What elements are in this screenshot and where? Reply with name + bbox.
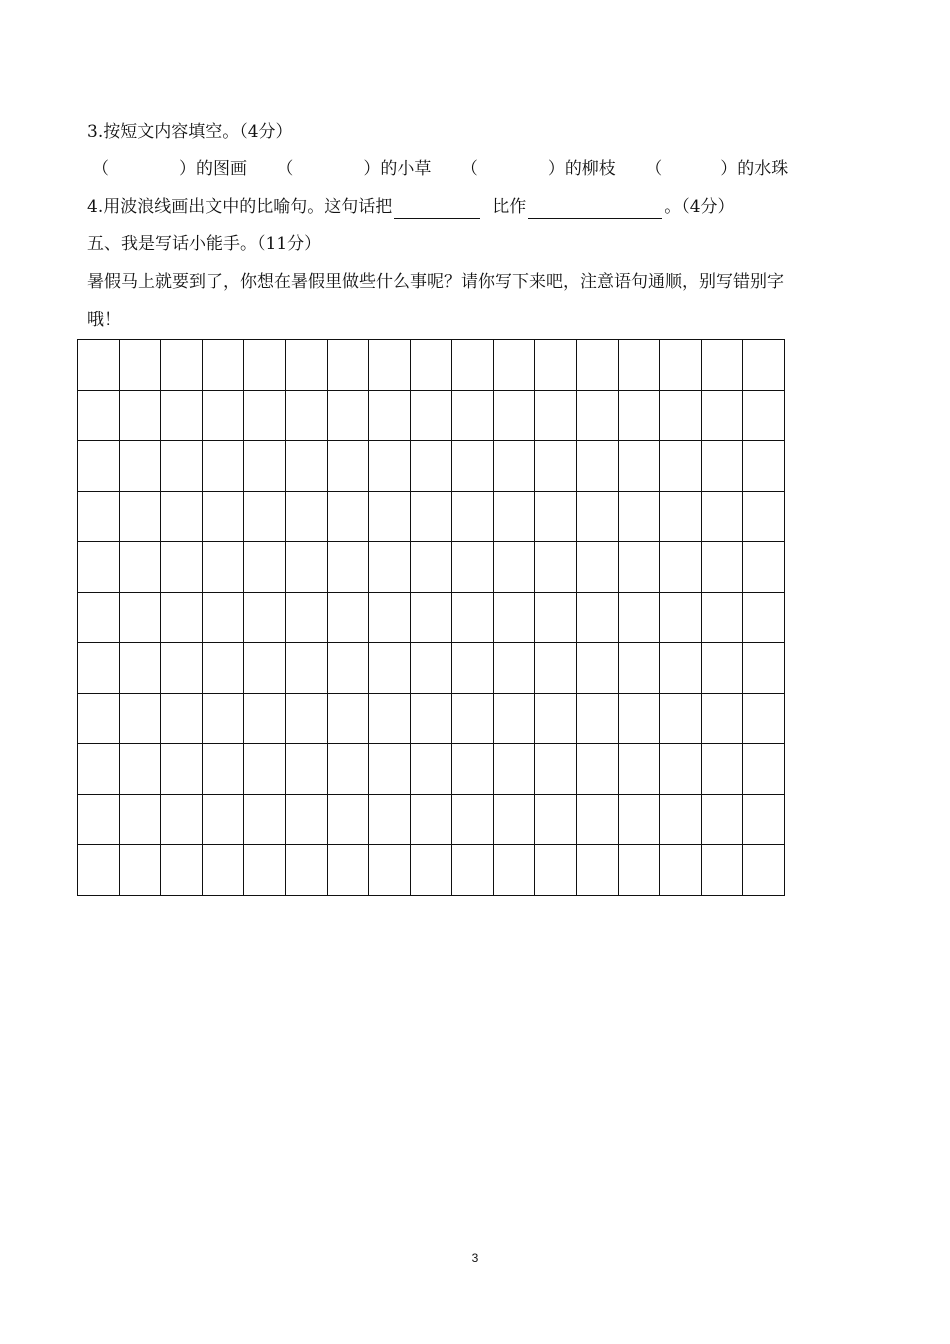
- grid-cell[interactable]: [702, 845, 744, 896]
- grid-cell[interactable]: [411, 492, 453, 543]
- grid-cell[interactable]: [203, 694, 245, 745]
- grid-cell[interactable]: [161, 542, 203, 593]
- grid-cell[interactable]: [619, 795, 661, 846]
- grid-cell[interactable]: [161, 845, 203, 896]
- grid-cell[interactable]: [203, 340, 245, 391]
- grid-cell[interactable]: [660, 795, 702, 846]
- grid-cell[interactable]: [286, 492, 328, 543]
- grid-cell[interactable]: [535, 441, 577, 492]
- grid-cell[interactable]: [743, 643, 785, 694]
- grid-cell[interactable]: [369, 744, 411, 795]
- grid-cell[interactable]: [286, 643, 328, 694]
- grid-cell[interactable]: [120, 340, 162, 391]
- grid-cell[interactable]: [494, 845, 536, 896]
- grid-cell[interactable]: [328, 795, 370, 846]
- grid-cell[interactable]: [120, 643, 162, 694]
- question-3-title: 3.按短文内容填空。（4分）: [87, 122, 293, 142]
- grid-cell[interactable]: [369, 542, 411, 593]
- open-paren: （: [92, 159, 109, 179]
- grid-cell[interactable]: [411, 744, 453, 795]
- grid-cell[interactable]: [78, 542, 120, 593]
- grid-cell[interactable]: [328, 845, 370, 896]
- grid-cell[interactable]: [78, 643, 120, 694]
- close-paren: ）: [547, 159, 565, 179]
- close-paren: ）: [363, 159, 381, 179]
- grid-cell[interactable]: [244, 391, 286, 442]
- grid-cell[interactable]: [702, 492, 744, 543]
- grid-cell[interactable]: [660, 643, 702, 694]
- grid-cell[interactable]: [494, 795, 536, 846]
- grid-cell[interactable]: [369, 391, 411, 442]
- answer-blank-2[interactable]: [528, 198, 662, 219]
- close-paren: ）: [179, 159, 196, 179]
- grid-cell[interactable]: [619, 593, 661, 644]
- grid-cell[interactable]: [660, 845, 702, 896]
- grid-cell[interactable]: [78, 795, 120, 846]
- grid-cell[interactable]: [161, 795, 203, 846]
- grid-cell[interactable]: [535, 391, 577, 442]
- grid-cell[interactable]: [702, 643, 744, 694]
- grid-cell[interactable]: [619, 845, 661, 896]
- grid-cell[interactable]: [411, 643, 453, 694]
- grid-cell[interactable]: [452, 643, 494, 694]
- grid-cell[interactable]: [244, 542, 286, 593]
- grid-cell[interactable]: [577, 492, 619, 543]
- fill-in-row: [92, 157, 812, 181]
- grid-cell[interactable]: [203, 542, 245, 593]
- grid-cell[interactable]: [494, 340, 536, 391]
- grid-cell[interactable]: [660, 542, 702, 593]
- fill-item-grass: [276, 157, 431, 181]
- grid-cell[interactable]: [328, 340, 370, 391]
- grid-cell[interactable]: [120, 492, 162, 543]
- grid-cell[interactable]: [702, 744, 744, 795]
- page-number: 3: [471, 1251, 479, 1265]
- grid-cell[interactable]: [619, 340, 661, 391]
- grid-cell[interactable]: [203, 643, 245, 694]
- grid-cell[interactable]: [702, 694, 744, 745]
- close-paren: ）: [720, 159, 738, 179]
- grid-cell[interactable]: [535, 492, 577, 543]
- grid-cell[interactable]: [161, 744, 203, 795]
- grid-cell[interactable]: [743, 744, 785, 795]
- grid-cell[interactable]: [577, 593, 619, 644]
- grid-cell[interactable]: [78, 845, 120, 896]
- grid-cell[interactable]: [660, 593, 702, 644]
- grid-cell[interactable]: [743, 845, 785, 896]
- grid-cell[interactable]: [452, 744, 494, 795]
- grid-cell[interactable]: [369, 845, 411, 896]
- open-paren: （: [460, 159, 478, 179]
- grid-cell[interactable]: [743, 441, 785, 492]
- grid-cell[interactable]: [328, 542, 370, 593]
- grid-cell[interactable]: [535, 744, 577, 795]
- grid-cell[interactable]: [328, 391, 370, 442]
- grid-cell[interactable]: [743, 542, 785, 593]
- grid-cell[interactable]: [494, 694, 536, 745]
- grid-cell[interactable]: [120, 694, 162, 745]
- grid-cell[interactable]: [743, 795, 785, 846]
- grid-cell[interactable]: [286, 593, 328, 644]
- grid-cell[interactable]: [743, 593, 785, 644]
- grid-cell[interactable]: [244, 744, 286, 795]
- grid-cell[interactable]: [411, 593, 453, 644]
- writing-grid[interactable]: [77, 339, 785, 896]
- answer-blank-1[interactable]: [394, 198, 480, 219]
- grid-cell[interactable]: [203, 744, 245, 795]
- grid-cell[interactable]: [203, 492, 245, 543]
- grid-cell[interactable]: [494, 593, 536, 644]
- question-4-compare-text: 比作: [492, 197, 527, 217]
- grid-cell[interactable]: [78, 694, 120, 745]
- grid-cell[interactable]: [452, 340, 494, 391]
- grid-cell[interactable]: [411, 795, 453, 846]
- grid-cell[interactable]: [452, 845, 494, 896]
- grid-cell[interactable]: [328, 441, 370, 492]
- grid-cell[interactable]: [369, 492, 411, 543]
- grid-cell[interactable]: [535, 542, 577, 593]
- grid-cell[interactable]: [369, 593, 411, 644]
- grid-cell[interactable]: [120, 845, 162, 896]
- grid-cell[interactable]: [286, 441, 328, 492]
- grid-cell[interactable]: [494, 391, 536, 442]
- grid-cell[interactable]: [619, 441, 661, 492]
- grid-cell[interactable]: [244, 795, 286, 846]
- grid-cell[interactable]: [203, 795, 245, 846]
- grid-cell[interactable]: [452, 492, 494, 543]
- grid-cell[interactable]: [161, 492, 203, 543]
- grid-cell[interactable]: [660, 340, 702, 391]
- question-4-points: 。（4分）: [664, 197, 735, 217]
- grid-cell[interactable]: [619, 391, 661, 442]
- grid-cell[interactable]: [328, 694, 370, 745]
- grid-cell[interactable]: [78, 340, 120, 391]
- grid-cell[interactable]: [203, 441, 245, 492]
- grid-cell[interactable]: [494, 441, 536, 492]
- writing-prompt-line-2: 哦！: [87, 310, 121, 330]
- grid-cell[interactable]: [120, 744, 162, 795]
- grid-cell[interactable]: [286, 340, 328, 391]
- grid-cell[interactable]: [369, 795, 411, 846]
- grid-cell[interactable]: [244, 845, 286, 896]
- grid-cell[interactable]: [743, 694, 785, 745]
- grid-cell[interactable]: [702, 340, 744, 391]
- grid-cell[interactable]: [577, 542, 619, 593]
- grid-cell[interactable]: [494, 542, 536, 593]
- grid-cell[interactable]: [535, 845, 577, 896]
- grid-cell[interactable]: [577, 694, 619, 745]
- grid-cell[interactable]: [702, 795, 744, 846]
- grid-cell[interactable]: [452, 542, 494, 593]
- grid-cell[interactable]: [328, 492, 370, 543]
- question-4: [87, 195, 735, 219]
- grid-cell[interactable]: [619, 744, 661, 795]
- grid-cell[interactable]: [660, 441, 702, 492]
- grid-cell[interactable]: [120, 593, 162, 644]
- grid-cell[interactable]: [535, 643, 577, 694]
- grid-cell[interactable]: [494, 744, 536, 795]
- grid-cell[interactable]: [161, 593, 203, 644]
- open-paren: （: [645, 159, 663, 179]
- grid-cell[interactable]: [452, 441, 494, 492]
- grid-cell[interactable]: [660, 694, 702, 745]
- grid-cell[interactable]: [369, 441, 411, 492]
- fill-item-willow: [461, 157, 616, 181]
- grid-cell[interactable]: [244, 694, 286, 745]
- grid-cell[interactable]: [411, 542, 453, 593]
- fill-item-text: 的小草: [380, 159, 432, 179]
- grid-cell[interactable]: [286, 694, 328, 745]
- grid-cell[interactable]: [743, 340, 785, 391]
- grid-cell[interactable]: [244, 441, 286, 492]
- grid-cell[interactable]: [452, 795, 494, 846]
- grid-cell[interactable]: [619, 643, 661, 694]
- fill-item-text: 的图画: [196, 159, 247, 179]
- question-4-text: 4.用波浪线画出文中的比喻句。这句话把: [87, 197, 393, 217]
- grid-cell[interactable]: [743, 391, 785, 442]
- grid-cell[interactable]: [411, 694, 453, 745]
- grid-cell[interactable]: [369, 643, 411, 694]
- fill-item-text: 的柳枝: [564, 159, 616, 179]
- grid-cell[interactable]: [244, 643, 286, 694]
- grid-cell[interactable]: [702, 391, 744, 442]
- section-5-title: 五、我是写话小能手。（11分）: [87, 234, 322, 254]
- grid-cell[interactable]: [411, 441, 453, 492]
- grid-cell[interactable]: [577, 340, 619, 391]
- grid-cell[interactable]: [328, 744, 370, 795]
- grid-cell[interactable]: [535, 340, 577, 391]
- grid-cell[interactable]: [452, 391, 494, 442]
- grid-cell[interactable]: [244, 340, 286, 391]
- fill-item-text: 的水珠: [737, 159, 789, 179]
- grid-cell[interactable]: [411, 845, 453, 896]
- grid-cell[interactable]: [120, 795, 162, 846]
- grid-cell[interactable]: [78, 492, 120, 543]
- grid-cell[interactable]: [577, 744, 619, 795]
- grid-cell[interactable]: [535, 694, 577, 745]
- grid-cell[interactable]: [660, 391, 702, 442]
- grid-cell[interactable]: [203, 391, 245, 442]
- grid-cell[interactable]: [577, 845, 619, 896]
- grid-cell[interactable]: [494, 492, 536, 543]
- grid-cell[interactable]: [203, 845, 245, 896]
- grid-cell[interactable]: [120, 441, 162, 492]
- grid-cell[interactable]: [702, 542, 744, 593]
- grid-cell[interactable]: [120, 542, 162, 593]
- grid-cell[interactable]: [535, 593, 577, 644]
- grid-cell[interactable]: [660, 744, 702, 795]
- grid-cell[interactable]: [577, 441, 619, 492]
- grid-cell[interactable]: [619, 492, 661, 543]
- grid-cell[interactable]: [369, 340, 411, 391]
- grid-cell[interactable]: [619, 542, 661, 593]
- grid-cell[interactable]: [743, 492, 785, 543]
- grid-cell[interactable]: [577, 795, 619, 846]
- grid-cell[interactable]: [120, 391, 162, 442]
- grid-cell[interactable]: [161, 643, 203, 694]
- grid-cell[interactable]: [286, 744, 328, 795]
- grid-cell[interactable]: [702, 593, 744, 644]
- grid-cell[interactable]: [161, 694, 203, 745]
- grid-cell[interactable]: [494, 643, 536, 694]
- grid-cell[interactable]: [286, 542, 328, 593]
- grid-cell[interactable]: [411, 391, 453, 442]
- grid-cell[interactable]: [78, 391, 120, 442]
- grid-cell[interactable]: [203, 593, 245, 644]
- grid-cell[interactable]: [702, 441, 744, 492]
- grid-cell[interactable]: [161, 340, 203, 391]
- grid-cell[interactable]: [577, 391, 619, 442]
- grid-cell[interactable]: [286, 795, 328, 846]
- grid-cell[interactable]: [161, 391, 203, 442]
- grid-cell[interactable]: [411, 340, 453, 391]
- grid-cell[interactable]: [78, 593, 120, 644]
- grid-cell[interactable]: [286, 845, 328, 896]
- grid-cell[interactable]: [78, 744, 120, 795]
- grid-cell[interactable]: [619, 694, 661, 745]
- grid-cell[interactable]: [452, 694, 494, 745]
- grid-cell[interactable]: [244, 492, 286, 543]
- grid-cell[interactable]: [328, 643, 370, 694]
- grid-cell[interactable]: [161, 441, 203, 492]
- grid-cell[interactable]: [535, 795, 577, 846]
- writing-prompt-line-1: 暑假马上就要到了，你想在暑假里做些什么事呢？请你写下来吧，注意语句通顺，别写错别字: [87, 272, 784, 292]
- grid-cell[interactable]: [452, 593, 494, 644]
- grid-cell[interactable]: [660, 492, 702, 543]
- grid-cell[interactable]: [286, 391, 328, 442]
- grid-cell[interactable]: [369, 694, 411, 745]
- grid-cell[interactable]: [78, 441, 120, 492]
- fill-item-water-drops: [645, 157, 788, 181]
- grid-cell[interactable]: [244, 593, 286, 644]
- grid-cell[interactable]: [328, 593, 370, 644]
- fill-item-picture: [92, 157, 247, 181]
- open-paren: （: [276, 159, 294, 179]
- grid-cell[interactable]: [577, 643, 619, 694]
